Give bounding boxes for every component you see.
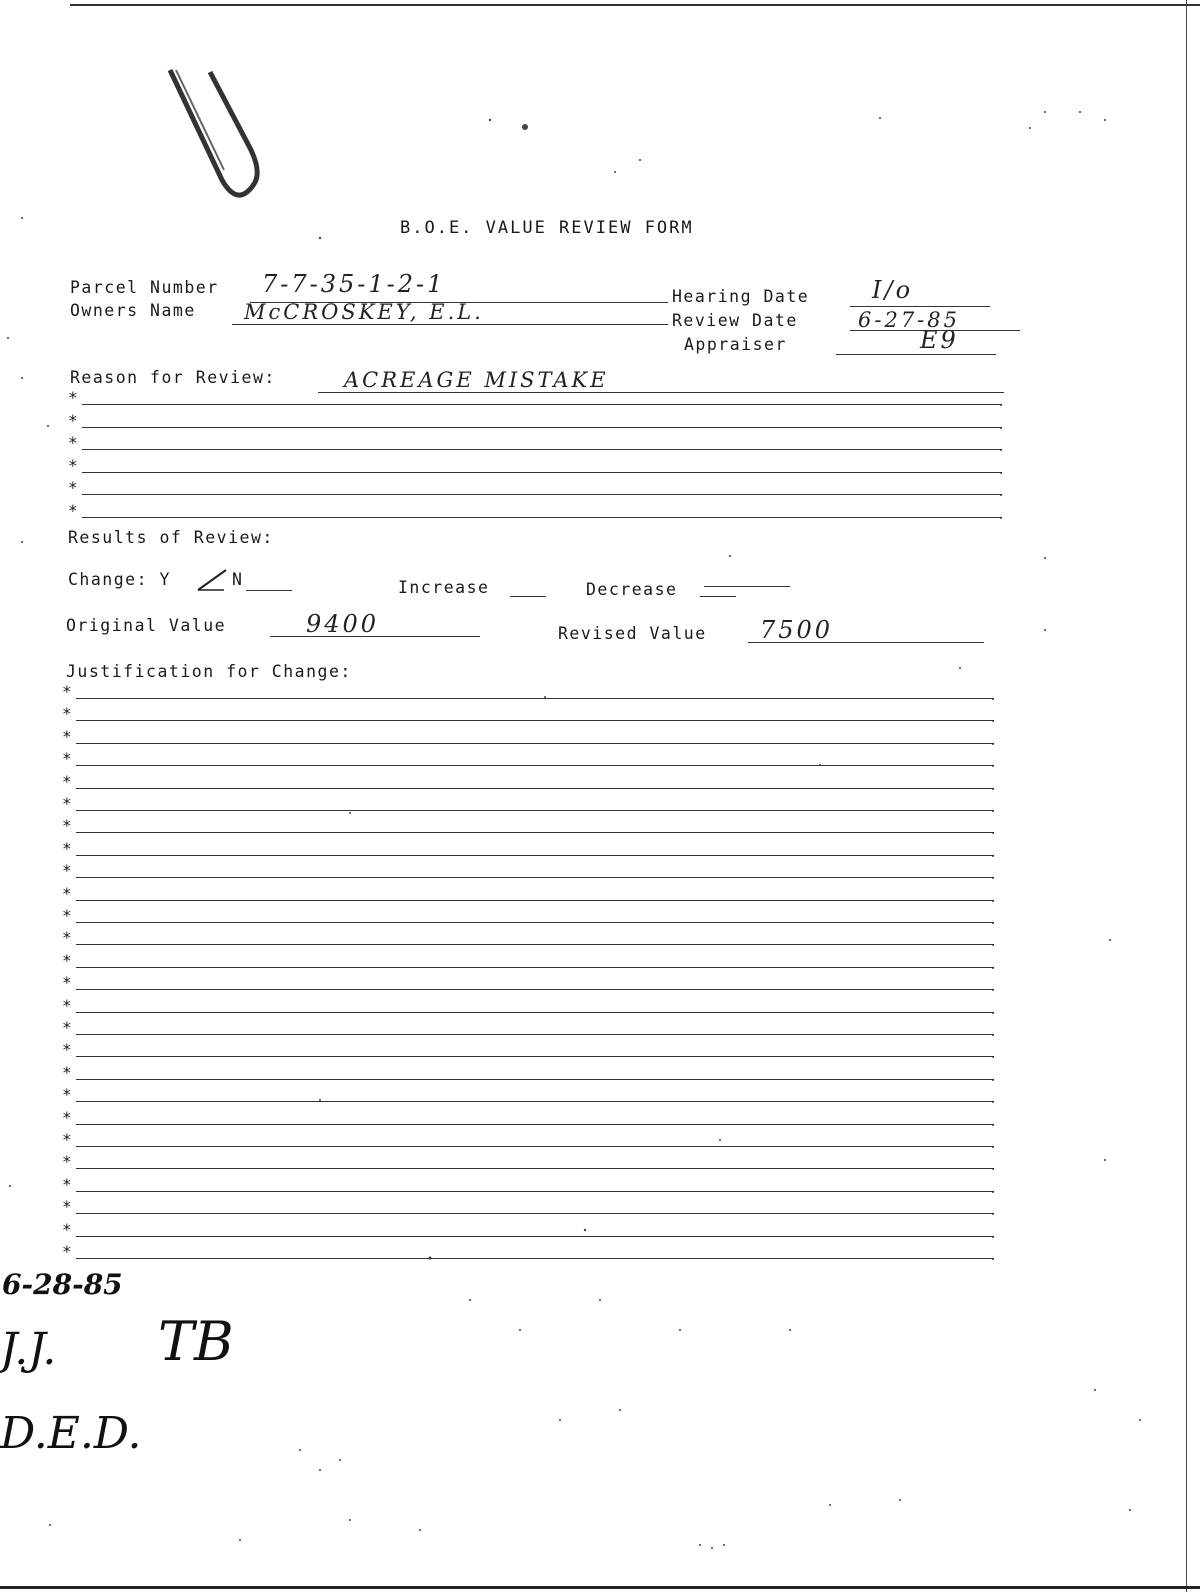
line-end-mark: . [989, 692, 996, 703]
justification-line-row[interactable] [62, 706, 994, 728]
justification-line-row[interactable] [62, 838, 996, 863]
line-end-mark: . [989, 1072, 996, 1084]
review-date-label: Review Date [672, 311, 798, 330]
asterisk-marker: * [62, 749, 72, 769]
line-end-mark: . [989, 1095, 996, 1107]
original-value[interactable]: 9400 [306, 610, 380, 638]
justification-line-row[interactable] [62, 1132, 994, 1154]
asterisk-marker: * [62, 1040, 72, 1060]
results-label: Results of Review: [68, 528, 274, 547]
asterisk-marker: * [62, 1085, 72, 1105]
line-end-mark: . [989, 826, 996, 838]
blank-line [76, 1258, 994, 1259]
asterisk-marker: * [68, 388, 78, 407]
hearing-date-label: Hearing Date [672, 287, 810, 306]
hearing-date-value[interactable]: I/o [872, 276, 914, 304]
justification-line-row[interactable] [62, 883, 996, 908]
change-n-label: N [232, 570, 244, 589]
justification-line-row[interactable] [62, 950, 996, 975]
line-end-mark: . [989, 1028, 996, 1039]
decrease-mark [704, 586, 790, 587]
reason-line-row[interactable] [68, 500, 1004, 525]
reason-line-row[interactable] [68, 390, 1002, 412]
owners-name-label: Owners Name [70, 301, 196, 320]
reason-value[interactable]: ACREAGE MISTAKE [344, 368, 609, 392]
blank-line [76, 1012, 994, 1013]
line-end-mark: . [989, 759, 996, 771]
justification-line-row[interactable] [62, 1219, 996, 1244]
blank-line [82, 404, 1002, 405]
line-end-mark: . [997, 398, 1004, 409]
margin-date: 6-28-85 [2, 1268, 123, 1301]
asterisk-marker: * [62, 1152, 72, 1172]
justification-line-row[interactable] [62, 818, 994, 840]
blank-line [82, 517, 1002, 518]
asterisk-marker: * [62, 1018, 72, 1037]
justification-line-row[interactable] [62, 684, 994, 706]
asterisk-marker: * [68, 410, 78, 430]
line-end-mark: . [989, 1140, 996, 1151]
revised-value[interactable]: 7500 [760, 616, 834, 644]
original-value-label: Original Value [66, 616, 227, 635]
reason-label: Reason for Review: [70, 368, 276, 387]
asterisk-marker: * [62, 704, 72, 724]
line-end-mark: . [989, 871, 996, 883]
increase-label: Increase [398, 578, 490, 597]
line-end-mark: . [997, 443, 1004, 454]
parcel-number-label: Parcel Number [70, 278, 219, 297]
reason-line-row[interactable] [68, 455, 1004, 480]
asterisk-marker: * [62, 682, 72, 701]
check-mark-icon [196, 566, 230, 596]
asterisk-marker: * [62, 838, 72, 858]
line-end-mark: . [989, 1050, 996, 1062]
blank-line [82, 472, 1002, 473]
justification-line-row[interactable] [62, 751, 994, 773]
blank-line [76, 989, 994, 990]
owners-name-value[interactable]: McCROSKEY, E.L. [244, 300, 484, 324]
blank-line [76, 1168, 994, 1169]
asterisk-marker: * [62, 771, 72, 791]
blank-line [76, 944, 994, 945]
form-title: B.O.E. VALUE REVIEW FORM [400, 218, 694, 238]
justification-line-row[interactable] [62, 771, 996, 796]
line-end-mark: . [989, 1162, 996, 1174]
blank-line [76, 765, 994, 766]
line-end-mark: . [989, 1117, 996, 1129]
asterisk-marker: * [62, 973, 72, 993]
line-end-mark: . [989, 1229, 996, 1241]
line-end-mark: . [989, 1252, 996, 1263]
justification-line-row[interactable] [62, 1107, 996, 1132]
justification-line-row[interactable] [62, 1020, 994, 1042]
line-end-mark: . [989, 1005, 996, 1017]
asterisk-marker: * [62, 995, 72, 1015]
change-label: Change: Y [68, 570, 171, 589]
line-end-mark: . [989, 916, 996, 927]
owners-name-line [232, 324, 668, 325]
change-n-line [246, 590, 292, 591]
line-end-mark: . [997, 488, 1004, 499]
line-end-mark: . [989, 848, 996, 860]
blank-line [82, 427, 1002, 428]
justification-line-row[interactable] [62, 995, 996, 1020]
justification-line-row[interactable] [62, 908, 994, 930]
blank-line [76, 900, 994, 901]
line-end-mark: . [997, 420, 1004, 432]
blank-line [76, 720, 994, 721]
blank-line [76, 1034, 994, 1035]
justification-line-row[interactable] [62, 726, 996, 751]
asterisk-marker: * [62, 1219, 72, 1239]
asterisk-marker: * [62, 1174, 72, 1194]
asterisk-marker: * [62, 794, 72, 813]
parcel-number-value[interactable]: 7-7-35-1-2-1 [262, 270, 446, 298]
line-end-mark: . [989, 714, 996, 726]
line-end-mark: . [997, 465, 1004, 477]
revised-value-line [748, 642, 984, 643]
blank-line [76, 1191, 994, 1192]
asterisk-marker: * [62, 1197, 72, 1217]
asterisk-marker: * [68, 433, 78, 452]
revised-value-label: Revised Value [558, 624, 707, 643]
blank-line [76, 698, 994, 699]
asterisk-marker: * [62, 1242, 72, 1261]
review-date-value[interactable]: 6-27-85 [858, 308, 960, 332]
justification-line-row[interactable] [62, 930, 994, 952]
increase-line [510, 596, 546, 597]
blank-line [76, 967, 994, 968]
justification-line-row[interactable] [62, 863, 994, 885]
reason-line-row[interactable] [68, 410, 1004, 435]
line-end-mark: . [989, 983, 996, 995]
hearing-date-line [850, 306, 990, 307]
margin-initials-2: TB [158, 1310, 234, 1373]
asterisk-marker: * [62, 1107, 72, 1127]
blank-line [76, 855, 994, 856]
blank-line [76, 1236, 994, 1237]
blank-line [76, 1056, 994, 1057]
original-value-line [270, 636, 480, 637]
asterisk-marker: * [62, 726, 72, 746]
asterisk-marker: * [68, 478, 78, 497]
justification-line-row[interactable] [62, 1154, 994, 1176]
justification-line-row[interactable] [62, 1062, 996, 1087]
blank-line [82, 449, 1002, 450]
line-end-mark: . [989, 1207, 996, 1219]
blank-line [76, 1146, 994, 1147]
justification-line-row[interactable] [62, 1174, 996, 1199]
asterisk-marker: * [68, 500, 78, 520]
asterisk-marker: * [62, 1062, 72, 1082]
asterisk-marker: * [62, 950, 72, 970]
asterisk-marker: * [62, 816, 72, 836]
blank-line [76, 922, 994, 923]
reason-line-row[interactable] [68, 435, 1002, 457]
line-end-mark: . [989, 736, 996, 748]
margin-initials-3: D.E.D. [0, 1408, 142, 1459]
asterisk-marker: * [62, 906, 72, 925]
decrease-label: Decrease [586, 580, 678, 599]
line-end-mark: . [997, 510, 1004, 522]
blank-line [76, 1124, 994, 1125]
blank-line [76, 743, 994, 744]
reason-line-row[interactable] [68, 480, 1002, 502]
blank-line [76, 1079, 994, 1080]
justification-line-row[interactable] [62, 1199, 994, 1221]
blank-line [76, 1101, 994, 1102]
decrease-line [700, 596, 736, 597]
line-end-mark: . [989, 1184, 996, 1196]
justification-line-row[interactable] [62, 796, 994, 818]
asterisk-marker: * [62, 861, 72, 881]
blank-line [76, 788, 994, 789]
margin-initials-1: J.J. [0, 1324, 57, 1375]
justification-line-row[interactable] [62, 1244, 994, 1266]
justification-line-row[interactable] [62, 1042, 994, 1064]
asterisk-marker: * [62, 883, 72, 903]
asterisk-marker: * [62, 1130, 72, 1149]
line-end-mark: . [989, 938, 996, 950]
appraiser-value[interactable]: E9 [920, 326, 959, 354]
asterisk-marker: * [62, 928, 72, 948]
line-end-mark: . [989, 781, 996, 793]
blank-line [76, 1213, 994, 1214]
justification-label: Justification for Change: [66, 662, 352, 681]
justification-line-row[interactable] [62, 975, 994, 997]
asterisk-marker: * [68, 455, 78, 475]
line-end-mark: . [989, 893, 996, 905]
appraiser-line [836, 354, 996, 355]
line-end-mark: . [989, 804, 996, 815]
blank-line [76, 810, 994, 811]
blank-line [76, 877, 994, 878]
blank-line [76, 832, 994, 833]
justification-line-row[interactable] [62, 1087, 994, 1109]
line-end-mark: . [989, 960, 996, 972]
appraiser-label: Appraiser [684, 335, 787, 354]
blank-line [82, 494, 1002, 495]
